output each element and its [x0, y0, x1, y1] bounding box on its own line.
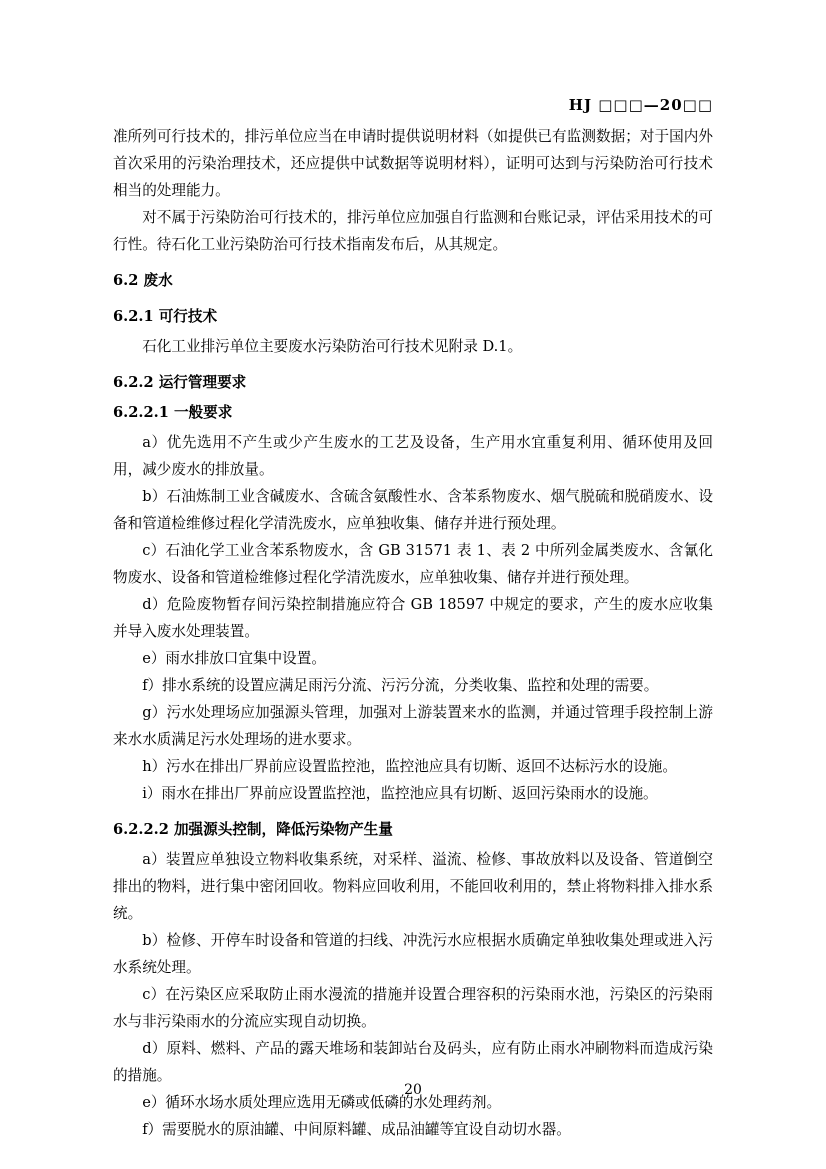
heading-6-2: 6.2 废水 — [113, 272, 173, 289]
list-item-c1: c）石油化学工业含苯系物废水，含 GB 31571 表 1、表 2 中所列金属类废水、含氰化物废水、设备和管道检维修过程化学清洗废水，应单独收集、储存并进行预处理。 — [113, 542, 713, 586]
list-item-c2: c）在污染区应采取防止雨水漫流的措施并设置合理容积的污染雨水池，污染区的污染雨水与非污染雨水的分流应实现自动切换。 — [113, 986, 713, 1030]
heading-6-2-1: 6.2.1 可行技术 — [113, 308, 218, 325]
list-item-g1: g）污水处理场应加强源头管理，加强对上游装置来水的监测，并通过管理手段控制上游来水水质满足污水处理场的进水要求。 — [113, 704, 713, 748]
list-item-a1: a）优先选用不产生或少产生废水的工艺及设备，生产用水宜重复利用、循环使用及回用，减少废水的排放量。 — [113, 434, 713, 478]
paragraph-non-bat: 对不属于污染防治可行技术的，排污单位应加强自行监测和台账记录，评估采用技术的可行性。待石化工业污染防治可行技术指南发布后，从其规定。 — [113, 209, 713, 253]
list-item-e1: e）雨水排放口宜集中设置。 — [142, 650, 326, 667]
heading-6-2-2: 6.2.2 运行管理要求 — [113, 374, 247, 391]
list-item-a2: a）装置应单独设立物料收集系统，对采样、溢流、检修、事故放料以及设备、管道倒空排出的物料，进行集中密闭回收。物料应回收利用，不能回收利用的，禁止将物料排入排水系统。 — [113, 851, 713, 922]
list-item-d2: d）原料、燃料、产品的露天堆场和装卸站台及码头，应有防止雨水冲刷物料而造成污染的措施。 — [113, 1040, 713, 1084]
list-item-i1: i）雨水在排出厂界前应设置监控池，监控池应具有切断、返回污染雨水的设施。 — [142, 785, 658, 802]
list-item-b2: b）检修、开停车时设备和管道的扫线、冲洗污水应根据水质确定单独收集处理或进入污水系统处理。 — [113, 932, 713, 976]
paragraph-6-2-1-body: 石化工业排污单位主要废水污染防治可行技术见附录 D.1。 — [142, 338, 523, 355]
list-item-d1: d）危险废物暂存间污染控制措施应符合 GB 18597 中规定的要求，产生的废水应收集并导入废水处理装置。 — [113, 596, 713, 640]
list-item-f2: f）需要脱水的原油罐、中间原料罐、成品油罐等宜设自动切水器。 — [142, 1121, 571, 1138]
page-content — [113, 96, 713, 1143]
list-item-b1: b）石油炼制工业含碱废水、含硫含氨酸性水、含苯系物废水、烟气脱硫和脱硝废水、设备和管道检维修过程化学清洗废水，应单独收集、储存并进行预处理。 — [113, 488, 713, 532]
heading-6-2-2-1: 6.2.2.1 一般要求 — [113, 404, 233, 421]
heading-6-2-2-2: 6.2.2.2 加强源头控制，降低污染物产生量 — [113, 821, 393, 838]
standard-code-header: HJ □□□—20□□ — [568, 96, 713, 114]
page-number: 20 — [404, 1082, 422, 1098]
list-item-h1: h）污水在排出厂界前应设置监控池，监控池应具有切断、返回不达标污水的设施。 — [142, 758, 677, 775]
list-item-f1: f）排水系统的设置应满足雨污分流、污污分流，分类收集、监控和处理的需要。 — [142, 677, 659, 694]
paragraph-continuation: 准所列可行技术的，排污单位应当在申请时提供说明材料（如提供已有监测数据；对于国内外首次采用的污染治理技术，还应提供中试数据等说明材料），证明可达到与污染防治可行技术相当的处理能力。 — [113, 128, 713, 199]
list-item-e2: e）循环水场水质处理应选用无磷或低磷的水处理药剂。 — [142, 1094, 502, 1111]
